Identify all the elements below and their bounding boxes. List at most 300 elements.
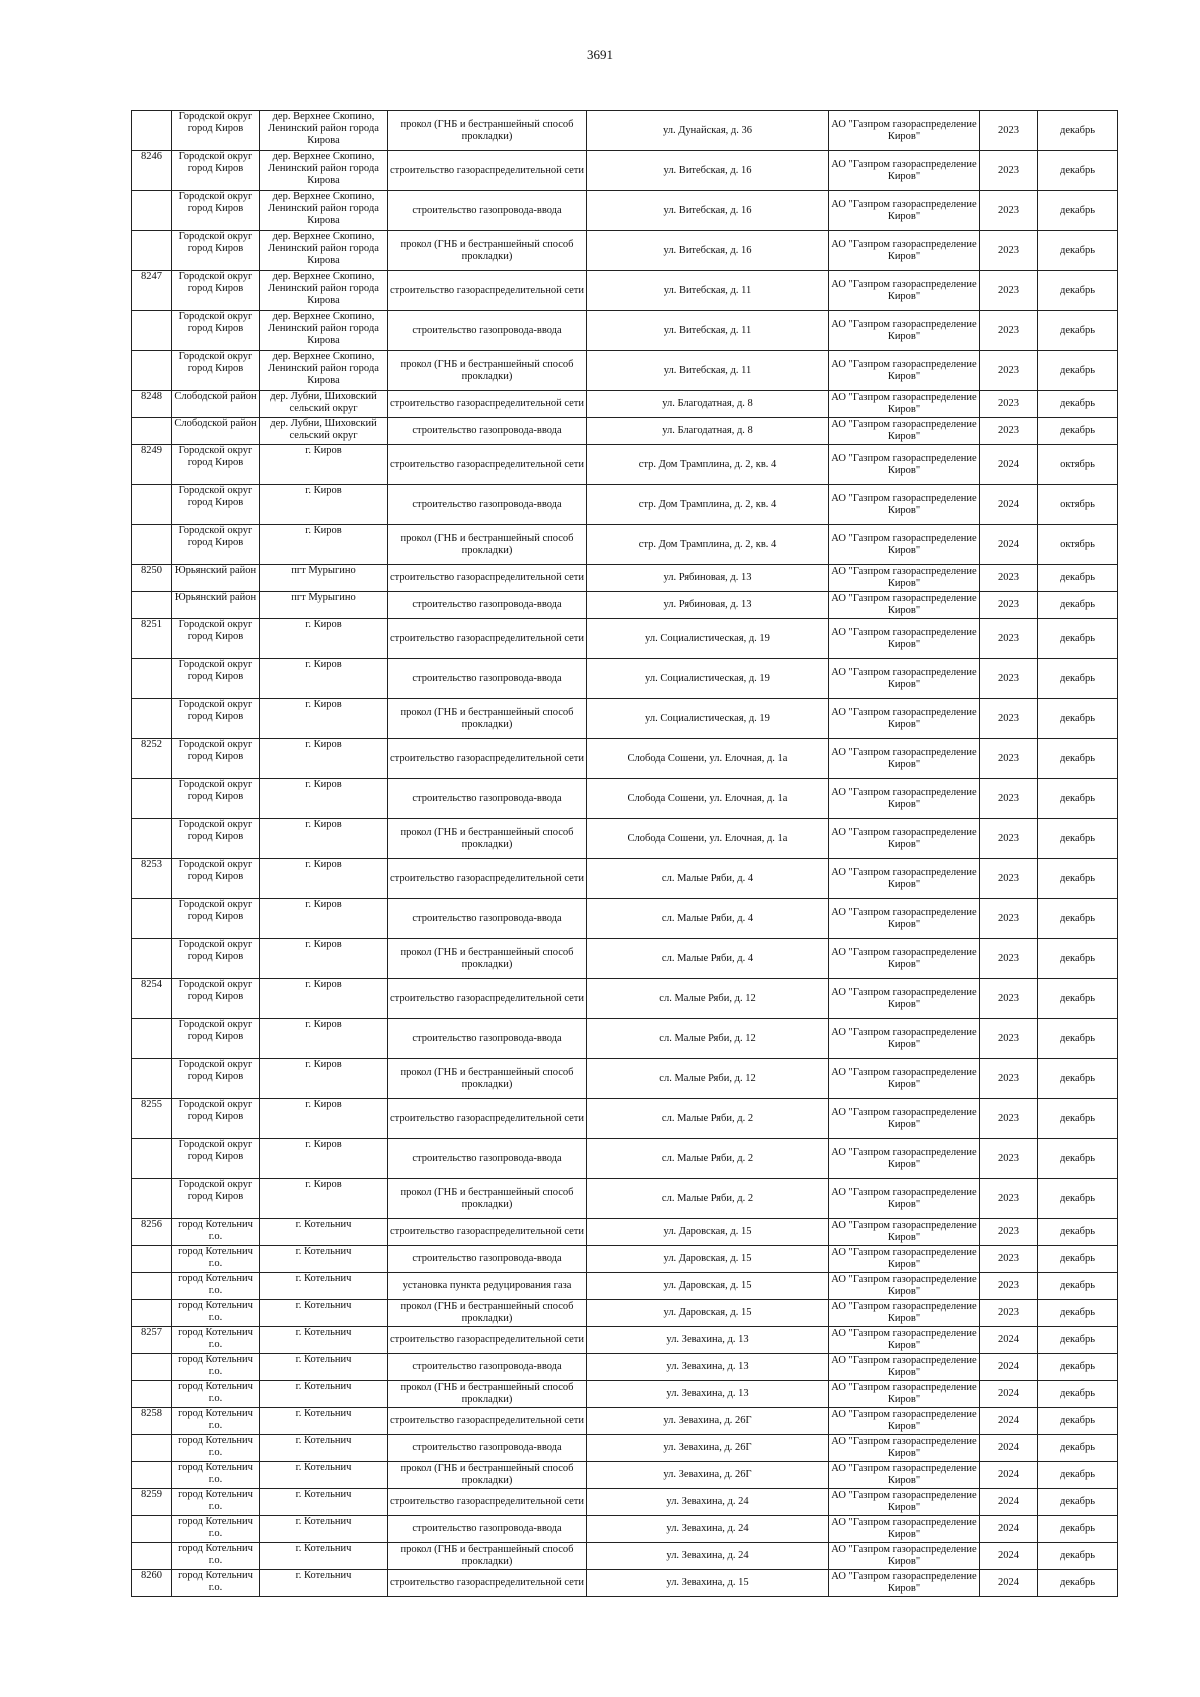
organization-cell: АО "Газпром газораспределение Киров": [829, 1570, 980, 1597]
locality-cell: г. Киров: [260, 485, 388, 525]
organization-cell: АО "Газпром газораспределение Киров": [829, 659, 980, 699]
table-row: [132, 1408, 1118, 1435]
municipality-cell: город Котельнич г.о.: [172, 1462, 260, 1489]
locality-cell: г. Киров: [260, 939, 388, 979]
locality-cell: дер. Лубни, Шиховский сельский округ: [260, 418, 388, 445]
work-type-cell: строительство газопровода-ввода: [388, 191, 587, 231]
month-cell: декабрь: [1038, 592, 1118, 619]
work-type-cell: прокол (ГНБ и бестраншейный способ прокладки): [388, 1059, 587, 1099]
table-row: [132, 1381, 1118, 1408]
year-cell: 2023: [980, 1099, 1038, 1139]
organization-cell: АО "Газпром газораспределение Киров": [829, 351, 980, 391]
month-cell: декабрь: [1038, 1300, 1118, 1327]
address-cell: ул. Даровская, д. 15: [587, 1219, 829, 1246]
work-type-cell: прокол (ГНБ и бестраншейный способ прокладки): [388, 231, 587, 271]
municipality-cell: Городской округ город Киров: [172, 191, 260, 231]
table-row: [132, 592, 1118, 619]
municipality-cell: Юрьянский район: [172, 565, 260, 592]
row-number-cell: 8251: [132, 619, 172, 659]
address-cell: ул. Благодатная, д. 8: [587, 418, 829, 445]
municipality-cell: город Котельнич г.о.: [172, 1543, 260, 1570]
row-number-cell: [132, 231, 172, 271]
year-cell: 2023: [980, 1019, 1038, 1059]
row-number-cell: 8248: [132, 391, 172, 418]
year-cell: 2024: [980, 485, 1038, 525]
locality-cell: г. Киров: [260, 1059, 388, 1099]
table-row: [132, 1300, 1118, 1327]
municipality-cell: город Котельнич г.о.: [172, 1408, 260, 1435]
organization-cell: АО "Газпром газораспределение Киров": [829, 1327, 980, 1354]
locality-cell: г. Котельнич: [260, 1219, 388, 1246]
month-cell: декабрь: [1038, 418, 1118, 445]
row-number-cell: [132, 1019, 172, 1059]
year-cell: 2023: [980, 899, 1038, 939]
year-cell: 2023: [980, 151, 1038, 191]
work-type-cell: строительство газопровода-ввода: [388, 418, 587, 445]
address-cell: ул. Социалистическая, д. 19: [587, 659, 829, 699]
municipality-cell: Городской округ город Киров: [172, 979, 260, 1019]
table-row: [132, 1179, 1118, 1219]
locality-cell: дер. Лубни, Шиховский сельский округ: [260, 391, 388, 418]
address-cell: ул. Зевахина, д. 13: [587, 1354, 829, 1381]
municipality-cell: Городской округ город Киров: [172, 151, 260, 191]
organization-cell: АО "Газпром газораспределение Киров": [829, 1099, 980, 1139]
month-cell: декабрь: [1038, 151, 1118, 191]
month-cell: декабрь: [1038, 1179, 1118, 1219]
municipality-cell: Городской округ город Киров: [172, 1019, 260, 1059]
month-cell: декабрь: [1038, 1273, 1118, 1300]
municipality-cell: Городской округ город Киров: [172, 1179, 260, 1219]
row-number-cell: [132, 351, 172, 391]
municipality-cell: Городской округ город Киров: [172, 699, 260, 739]
table-row: [132, 1327, 1118, 1354]
row-number-cell: [132, 485, 172, 525]
municipality-cell: Городской округ город Киров: [172, 271, 260, 311]
table-row: [132, 1354, 1118, 1381]
address-cell: сл. Малые Ряби, д. 4: [587, 939, 829, 979]
organization-cell: АО "Газпром газораспределение Киров": [829, 565, 980, 592]
locality-cell: г. Киров: [260, 1139, 388, 1179]
organization-cell: АО "Газпром газораспределение Киров": [829, 1059, 980, 1099]
work-type-cell: прокол (ГНБ и бестраншейный способ прокладки): [388, 351, 587, 391]
year-cell: 2023: [980, 311, 1038, 351]
month-cell: октябрь: [1038, 445, 1118, 485]
row-number-cell: [132, 659, 172, 699]
municipality-cell: Городской округ город Киров: [172, 1139, 260, 1179]
locality-cell: дер. Верхнее Скопино, Ленинский район города Кирова: [260, 191, 388, 231]
table-row: [132, 151, 1118, 191]
organization-cell: АО "Газпром газораспределение Киров": [829, 1139, 980, 1179]
month-cell: декабрь: [1038, 819, 1118, 859]
work-type-cell: строительство газопровода-ввода: [388, 1435, 587, 1462]
organization-cell: АО "Газпром газораспределение Киров": [829, 1300, 980, 1327]
work-type-cell: прокол (ГНБ и бестраншейный способ прокладки): [388, 111, 587, 151]
row-number-cell: 8253: [132, 859, 172, 899]
address-cell: ул. Благодатная, д. 8: [587, 391, 829, 418]
organization-cell: АО "Газпром газораспределение Киров": [829, 231, 980, 271]
row-number-cell: [132, 418, 172, 445]
table-row: [132, 111, 1118, 151]
work-type-cell: прокол (ГНБ и бестраншейный способ прокладки): [388, 819, 587, 859]
work-type-cell: строительство газораспределительной сети: [388, 1489, 587, 1516]
work-type-cell: строительство газопровода-ввода: [388, 779, 587, 819]
month-cell: декабрь: [1038, 391, 1118, 418]
table-row: [132, 231, 1118, 271]
locality-cell: г. Киров: [260, 859, 388, 899]
table-row: [132, 1246, 1118, 1273]
table-body: [132, 111, 1118, 1597]
organization-cell: АО "Газпром газораспределение Киров": [829, 819, 980, 859]
address-cell: ул. Зевахина, д. 13: [587, 1381, 829, 1408]
year-cell: 2023: [980, 979, 1038, 1019]
work-type-cell: установка пункта редуцирования газа: [388, 1273, 587, 1300]
locality-cell: г. Котельнич: [260, 1300, 388, 1327]
address-cell: ул. Витебская, д. 11: [587, 271, 829, 311]
locality-cell: г. Киров: [260, 445, 388, 485]
row-number-cell: [132, 111, 172, 151]
municipality-cell: Юрьянский район: [172, 592, 260, 619]
table-row: [132, 779, 1118, 819]
month-cell: декабрь: [1038, 271, 1118, 311]
row-number-cell: 8249: [132, 445, 172, 485]
month-cell: декабрь: [1038, 111, 1118, 151]
table-row: [132, 659, 1118, 699]
row-number-cell: 8250: [132, 565, 172, 592]
work-type-cell: прокол (ГНБ и бестраншейный способ прокладки): [388, 525, 587, 565]
address-cell: сл. Малые Ряби, д. 2: [587, 1179, 829, 1219]
table-row: [132, 739, 1118, 779]
month-cell: декабрь: [1038, 1246, 1118, 1273]
table-row: [132, 1219, 1118, 1246]
month-cell: декабрь: [1038, 1327, 1118, 1354]
organization-cell: АО "Газпром газораспределение Киров": [829, 1543, 980, 1570]
organization-cell: АО "Газпром газораспределение Киров": [829, 899, 980, 939]
year-cell: 2024: [980, 525, 1038, 565]
municipality-cell: Городской округ город Киров: [172, 779, 260, 819]
organization-cell: АО "Газпром газораспределение Киров": [829, 311, 980, 351]
row-number-cell: 8256: [132, 1219, 172, 1246]
locality-cell: г. Котельнич: [260, 1570, 388, 1597]
locality-cell: г. Киров: [260, 739, 388, 779]
row-number-cell: 8257: [132, 1327, 172, 1354]
month-cell: декабрь: [1038, 1516, 1118, 1543]
organization-cell: АО "Газпром газораспределение Киров": [829, 271, 980, 311]
gasification-registry-table: [131, 110, 1118, 1597]
address-cell: ул. Рябиновая, д. 13: [587, 592, 829, 619]
municipality-cell: Городской округ город Киров: [172, 311, 260, 351]
organization-cell: АО "Газпром газораспределение Киров": [829, 191, 980, 231]
organization-cell: АО "Газпром газораспределение Киров": [829, 1273, 980, 1300]
municipality-cell: город Котельнич г.о.: [172, 1516, 260, 1543]
municipality-cell: Городской округ город Киров: [172, 1099, 260, 1139]
work-type-cell: строительство газопровода-ввода: [388, 659, 587, 699]
municipality-cell: город Котельнич г.о.: [172, 1273, 260, 1300]
work-type-cell: строительство газораспределительной сети: [388, 151, 587, 191]
locality-cell: дер. Верхнее Скопино, Ленинский район города Кирова: [260, 271, 388, 311]
address-cell: сл. Малые Ряби, д. 12: [587, 1019, 829, 1059]
address-cell: ул. Витебская, д. 11: [587, 351, 829, 391]
month-cell: декабрь: [1038, 1019, 1118, 1059]
month-cell: декабрь: [1038, 191, 1118, 231]
table-row: [132, 699, 1118, 739]
table-row: [132, 939, 1118, 979]
year-cell: 2024: [980, 1435, 1038, 1462]
work-type-cell: строительство газопровода-ввода: [388, 485, 587, 525]
month-cell: декабрь: [1038, 939, 1118, 979]
year-cell: 2023: [980, 111, 1038, 151]
month-cell: декабрь: [1038, 899, 1118, 939]
municipality-cell: Городской округ город Киров: [172, 739, 260, 779]
organization-cell: АО "Газпром газораспределение Киров": [829, 1179, 980, 1219]
locality-cell: г. Киров: [260, 1019, 388, 1059]
work-type-cell: строительство газопровода-ввода: [388, 1246, 587, 1273]
row-number-cell: [132, 1543, 172, 1570]
address-cell: сл. Малые Ряби, д. 2: [587, 1139, 829, 1179]
address-cell: Слобода Сошени, ул. Елочная, д. 1а: [587, 739, 829, 779]
organization-cell: АО "Газпром газораспределение Киров": [829, 699, 980, 739]
address-cell: ул. Витебская, д. 11: [587, 311, 829, 351]
work-type-cell: прокол (ГНБ и бестраншейный способ прокладки): [388, 1300, 587, 1327]
row-number-cell: [132, 819, 172, 859]
address-cell: стр. Дом Трамплина, д. 2, кв. 4: [587, 485, 829, 525]
address-cell: ул. Дунайская, д. 36: [587, 111, 829, 151]
work-type-cell: строительство газопровода-ввода: [388, 1139, 587, 1179]
row-number-cell: [132, 1435, 172, 1462]
organization-cell: АО "Газпром газораспределение Киров": [829, 859, 980, 899]
month-cell: декабрь: [1038, 231, 1118, 271]
locality-cell: дер. Верхнее Скопино, Ленинский район города Кирова: [260, 311, 388, 351]
work-type-cell: строительство газопровода-ввода: [388, 1019, 587, 1059]
year-cell: 2023: [980, 779, 1038, 819]
address-cell: сл. Малые Ряби, д. 12: [587, 979, 829, 1019]
year-cell: 2023: [980, 659, 1038, 699]
month-cell: декабрь: [1038, 699, 1118, 739]
row-number-cell: [132, 1462, 172, 1489]
year-cell: 2023: [980, 592, 1038, 619]
table-row: [132, 1059, 1118, 1099]
locality-cell: пгт Мурыгино: [260, 565, 388, 592]
organization-cell: АО "Газпром газораспределение Киров": [829, 939, 980, 979]
address-cell: ул. Витебская, д. 16: [587, 231, 829, 271]
table-row: [132, 271, 1118, 311]
month-cell: декабрь: [1038, 1543, 1118, 1570]
locality-cell: г. Киров: [260, 1179, 388, 1219]
year-cell: 2023: [980, 391, 1038, 418]
address-cell: ул. Витебская, д. 16: [587, 151, 829, 191]
row-number-cell: 8260: [132, 1570, 172, 1597]
work-type-cell: строительство газораспределительной сети: [388, 1219, 587, 1246]
month-cell: декабрь: [1038, 619, 1118, 659]
address-cell: ул. Социалистическая, д. 19: [587, 699, 829, 739]
organization-cell: АО "Газпром газораспределение Киров": [829, 1381, 980, 1408]
row-number-cell: [132, 1516, 172, 1543]
address-cell: ул. Рябиновая, д. 13: [587, 565, 829, 592]
month-cell: декабрь: [1038, 351, 1118, 391]
work-type-cell: прокол (ГНБ и бестраншейный способ прокладки): [388, 699, 587, 739]
table-row: [132, 311, 1118, 351]
year-cell: 2023: [980, 351, 1038, 391]
row-number-cell: 8259: [132, 1489, 172, 1516]
row-number-cell: [132, 699, 172, 739]
year-cell: 2023: [980, 1059, 1038, 1099]
year-cell: 2024: [980, 1354, 1038, 1381]
locality-cell: г. Киров: [260, 819, 388, 859]
month-cell: декабрь: [1038, 1139, 1118, 1179]
year-cell: 2023: [980, 231, 1038, 271]
work-type-cell: строительство газораспределительной сети: [388, 445, 587, 485]
locality-cell: г. Котельнич: [260, 1327, 388, 1354]
municipality-cell: Городской округ город Киров: [172, 659, 260, 699]
municipality-cell: Слободской район: [172, 418, 260, 445]
locality-cell: г. Киров: [260, 779, 388, 819]
work-type-cell: строительство газораспределительной сети: [388, 1099, 587, 1139]
locality-cell: дер. Верхнее Скопино, Ленинский район города Кирова: [260, 351, 388, 391]
table-row: [132, 1570, 1118, 1597]
work-type-cell: строительство газораспределительной сети: [388, 859, 587, 899]
row-number-cell: [132, 1354, 172, 1381]
table-row: [132, 485, 1118, 525]
address-cell: ул. Даровская, д. 15: [587, 1273, 829, 1300]
locality-cell: дер. Верхнее Скопино, Ленинский район города Кирова: [260, 111, 388, 151]
work-type-cell: строительство газопровода-ввода: [388, 592, 587, 619]
work-type-cell: строительство газораспределительной сети: [388, 565, 587, 592]
municipality-cell: город Котельнич г.о.: [172, 1570, 260, 1597]
work-type-cell: строительство газопровода-ввода: [388, 1354, 587, 1381]
year-cell: 2023: [980, 418, 1038, 445]
work-type-cell: строительство газораспределительной сети: [388, 271, 587, 311]
table-row: [132, 859, 1118, 899]
table-row: [132, 1435, 1118, 1462]
year-cell: 2023: [980, 191, 1038, 231]
year-cell: 2024: [980, 1489, 1038, 1516]
municipality-cell: Городской округ город Киров: [172, 231, 260, 271]
row-number-cell: [132, 1139, 172, 1179]
address-cell: сл. Малые Ряби, д. 4: [587, 899, 829, 939]
organization-cell: АО "Газпром газораспределение Киров": [829, 111, 980, 151]
organization-cell: АО "Газпром газораспределение Киров": [829, 979, 980, 1019]
year-cell: 2023: [980, 819, 1038, 859]
address-cell: ул. Зевахина, д. 24: [587, 1543, 829, 1570]
locality-cell: г. Киров: [260, 1099, 388, 1139]
work-type-cell: строительство газопровода-ввода: [388, 899, 587, 939]
address-cell: ул. Даровская, д. 15: [587, 1246, 829, 1273]
municipality-cell: Городской округ город Киров: [172, 351, 260, 391]
locality-cell: г. Котельнич: [260, 1543, 388, 1570]
year-cell: 2024: [980, 1408, 1038, 1435]
locality-cell: г. Киров: [260, 525, 388, 565]
row-number-cell: [132, 311, 172, 351]
municipality-cell: Городской округ город Киров: [172, 899, 260, 939]
row-number-cell: [132, 1300, 172, 1327]
row-number-cell: [132, 191, 172, 231]
row-number-cell: [132, 525, 172, 565]
month-cell: декабрь: [1038, 1435, 1118, 1462]
address-cell: ул. Зевахина, д. 26Г: [587, 1408, 829, 1435]
organization-cell: АО "Газпром газораспределение Киров": [829, 1489, 980, 1516]
month-cell: декабрь: [1038, 979, 1118, 1019]
locality-cell: пгт Мурыгино: [260, 592, 388, 619]
locality-cell: г. Котельнич: [260, 1381, 388, 1408]
address-cell: ул. Зевахина, д. 26Г: [587, 1462, 829, 1489]
address-cell: Слобода Сошени, ул. Елочная, д. 1а: [587, 779, 829, 819]
locality-cell: г. Котельнич: [260, 1246, 388, 1273]
month-cell: декабрь: [1038, 1219, 1118, 1246]
month-cell: декабрь: [1038, 1489, 1118, 1516]
table-row: [132, 1543, 1118, 1570]
row-number-cell: 8247: [132, 271, 172, 311]
table-row: [132, 351, 1118, 391]
table-row: [132, 1462, 1118, 1489]
year-cell: 2023: [980, 1246, 1038, 1273]
municipality-cell: Городской округ город Киров: [172, 1059, 260, 1099]
address-cell: ул. Зевахина, д. 26Г: [587, 1435, 829, 1462]
organization-cell: АО "Газпром газораспределение Киров": [829, 1435, 980, 1462]
row-number-cell: [132, 1246, 172, 1273]
year-cell: 2023: [980, 619, 1038, 659]
organization-cell: АО "Газпром газораспределение Киров": [829, 445, 980, 485]
year-cell: 2024: [980, 445, 1038, 485]
municipality-cell: город Котельнич г.о.: [172, 1354, 260, 1381]
municipality-cell: Городской округ город Киров: [172, 445, 260, 485]
page-number: 3691: [587, 47, 613, 62]
municipality-cell: Городской округ город Киров: [172, 819, 260, 859]
table-row: [132, 1489, 1118, 1516]
row-number-cell: [132, 1179, 172, 1219]
municipality-cell: город Котельнич г.о.: [172, 1246, 260, 1273]
month-cell: декабрь: [1038, 1354, 1118, 1381]
municipality-cell: город Котельнич г.о.: [172, 1435, 260, 1462]
organization-cell: АО "Газпром газораспределение Киров": [829, 151, 980, 191]
month-cell: декабрь: [1038, 1462, 1118, 1489]
table-row: [132, 1273, 1118, 1300]
locality-cell: г. Киров: [260, 979, 388, 1019]
table-row: [132, 1019, 1118, 1059]
organization-cell: АО "Газпром газораспределение Киров": [829, 779, 980, 819]
address-cell: сл. Малые Ряби, д. 12: [587, 1059, 829, 1099]
year-cell: 2023: [980, 1139, 1038, 1179]
year-cell: 2024: [980, 1381, 1038, 1408]
locality-cell: дер. Верхнее Скопино, Ленинский район города Кирова: [260, 231, 388, 271]
work-type-cell: строительство газораспределительной сети: [388, 1408, 587, 1435]
table-row: [132, 1099, 1118, 1139]
organization-cell: АО "Газпром газораспределение Киров": [829, 739, 980, 779]
work-type-cell: строительство газораспределительной сети: [388, 1570, 587, 1597]
month-cell: октябрь: [1038, 525, 1118, 565]
row-number-cell: 8255: [132, 1099, 172, 1139]
row-number-cell: 8258: [132, 1408, 172, 1435]
year-cell: 2023: [980, 939, 1038, 979]
month-cell: декабрь: [1038, 1570, 1118, 1597]
organization-cell: АО "Газпром газораспределение Киров": [829, 525, 980, 565]
work-type-cell: строительство газораспределительной сети: [388, 391, 587, 418]
locality-cell: г. Котельнич: [260, 1408, 388, 1435]
address-cell: сл. Малые Ряби, д. 2: [587, 1099, 829, 1139]
month-cell: октябрь: [1038, 485, 1118, 525]
table-row: [132, 1516, 1118, 1543]
municipality-cell: Городской округ город Киров: [172, 939, 260, 979]
address-cell: ул. Зевахина, д. 24: [587, 1516, 829, 1543]
locality-cell: г. Киров: [260, 899, 388, 939]
table-row: [132, 1139, 1118, 1179]
municipality-cell: город Котельнич г.о.: [172, 1300, 260, 1327]
row-number-cell: 8252: [132, 739, 172, 779]
work-type-cell: прокол (ГНБ и бестраншейный способ прокладки): [388, 1543, 587, 1570]
municipality-cell: город Котельнич г.о.: [172, 1489, 260, 1516]
row-number-cell: [132, 1273, 172, 1300]
table-row: [132, 418, 1118, 445]
address-cell: ул. Социалистическая, д. 19: [587, 619, 829, 659]
work-type-cell: строительство газораспределительной сети: [388, 1327, 587, 1354]
